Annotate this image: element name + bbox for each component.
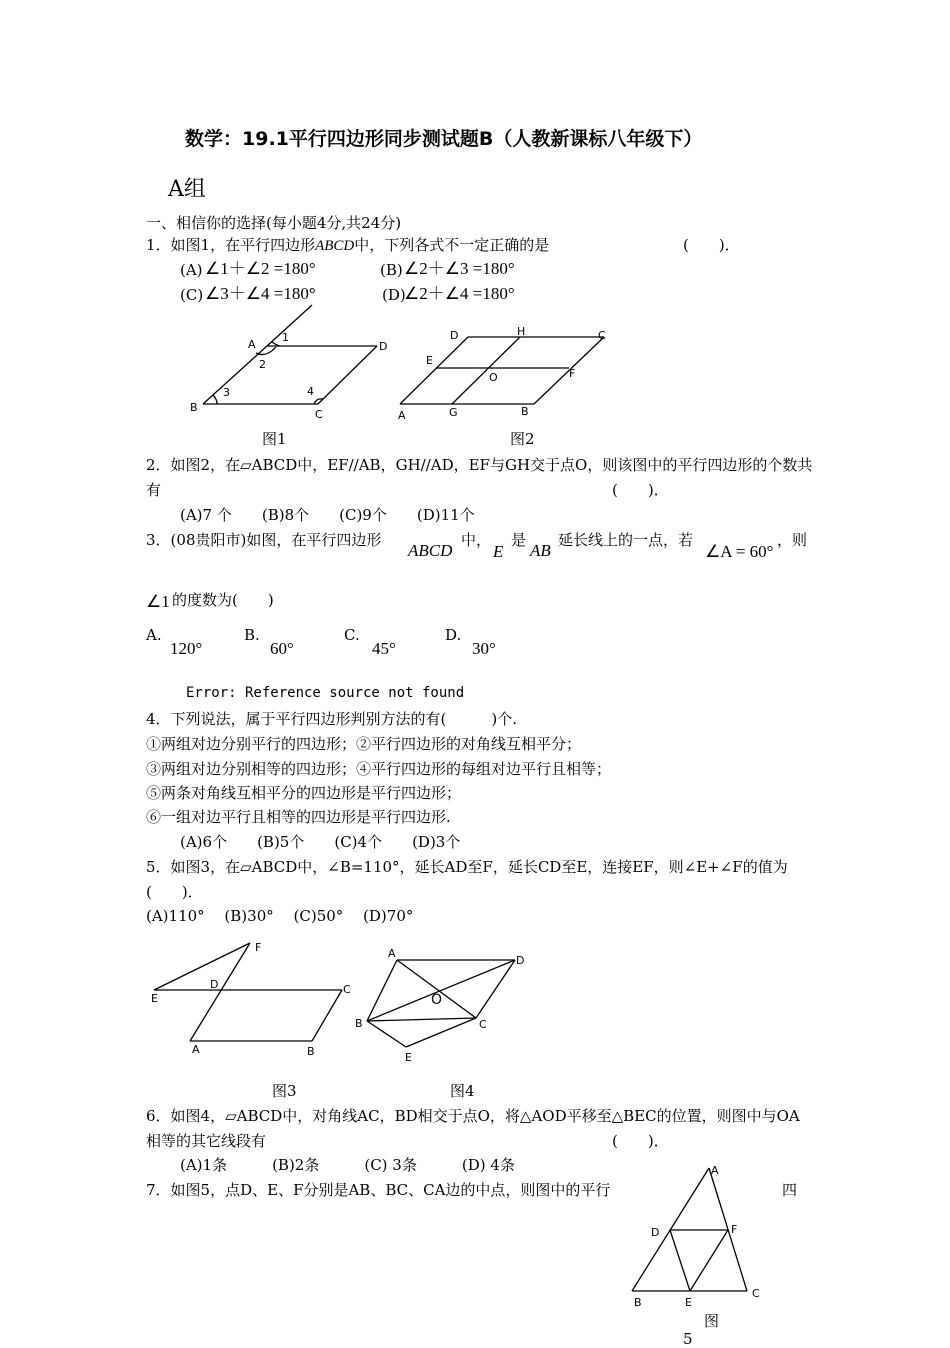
fig5-label-e: E bbox=[685, 1296, 692, 1309]
figure-2-caption: 图2 bbox=[510, 430, 535, 448]
section-heading: 一、相信你的选择(每小题4分,共24分) bbox=[146, 214, 402, 232]
fig4-side-bc bbox=[367, 1018, 476, 1021]
question-4-stem: 4．下列说法，属于平行四边形判别方法的有( )个. bbox=[146, 710, 518, 728]
question-2-line2: 有 bbox=[146, 481, 162, 499]
q6-answer-paren: ( )． bbox=[612, 1132, 669, 1150]
fig5-label-b: B bbox=[634, 1296, 642, 1309]
fig3-label-d: D bbox=[210, 978, 219, 991]
q1-option-a: ∠1＋∠2 =180° bbox=[205, 259, 316, 278]
figure-2 bbox=[390, 320, 620, 425]
q3-angle: ∠A = 60° bbox=[705, 542, 774, 561]
figure-5-caption-2: 5 bbox=[683, 1330, 693, 1348]
q3-angle-1: ∠1 bbox=[146, 592, 170, 611]
fig1-side-ba bbox=[203, 346, 267, 404]
q1-option-d: ∠2＋∠4 =180° bbox=[404, 284, 515, 303]
fig1-label-d: D bbox=[379, 340, 388, 353]
fig3-label-e: E bbox=[151, 992, 158, 1005]
q3-abcd: ABCD bbox=[408, 541, 453, 560]
q4-statement-2: ③两组对边分别相等的四边形；④平行四边形的每组对边平行且相等； bbox=[146, 760, 612, 778]
fig4-label-o: O bbox=[431, 992, 443, 1008]
question-3-line2: 的度数为( ) bbox=[172, 591, 274, 609]
q6-options: (A)1条 (B)2条 (C) 3条 (D) 4条 bbox=[180, 1156, 515, 1174]
question-5-line1: 5．如图3，在▱ABCD中，∠B=110°，延长AD至F，延长CD至E，连接EF，则∠E+∠F的值为 bbox=[146, 858, 788, 876]
fig4-label-b: B bbox=[355, 1017, 363, 1030]
q5-options: (A)110° (B)30° (C)50° (D)70° bbox=[146, 907, 414, 925]
question-2-line1: 2．如图2，在▱ABCD中，EF//AB，GH//AD，EF与GH交于点O，则该图中的平行四边形的个数共 bbox=[146, 456, 813, 474]
fig4-label-d: D bbox=[516, 954, 525, 967]
fig1-label-a: A bbox=[248, 338, 256, 351]
q4-statement-4: ⑥一组对边平行且相等的四边形是平行四边形. bbox=[146, 808, 451, 826]
fig1-label-3: 3 bbox=[223, 386, 230, 399]
question-1-stem bbox=[146, 236, 549, 255]
q3-option-c: 45° bbox=[372, 639, 396, 658]
fig4-line-be bbox=[367, 1021, 406, 1047]
fig3-side-bc bbox=[312, 990, 342, 1041]
fig2-label-d: D bbox=[450, 329, 459, 342]
fig3-label-c: C bbox=[343, 983, 351, 996]
q2-options: (A)7 个 (B)8个 (C)9个 (D)11个 bbox=[180, 506, 475, 524]
fig3-label-b: B bbox=[307, 1045, 315, 1058]
fig2-label-b: B bbox=[521, 405, 529, 418]
q1-answer-paren: ( )． bbox=[683, 236, 740, 254]
fig4-side-ab bbox=[367, 960, 397, 1021]
figure-4 bbox=[350, 945, 530, 1070]
fig5-line-de bbox=[670, 1230, 690, 1291]
fig2-side-ad bbox=[400, 337, 468, 404]
fig1-label-c: C bbox=[315, 408, 323, 421]
question-7-tail: 四 bbox=[782, 1181, 798, 1199]
error-message: Error: Reference source not found bbox=[186, 685, 465, 701]
fig2-label-a: A bbox=[398, 409, 406, 422]
fig4-diagonal-ac bbox=[397, 960, 476, 1018]
fig4-label-a: A bbox=[388, 947, 396, 960]
figure-5-caption-1: 图 bbox=[704, 1312, 720, 1330]
q1-abcd: ABCD bbox=[315, 238, 355, 254]
q1-option-c-label: (C) bbox=[180, 286, 204, 304]
fig3-label-a: A bbox=[192, 1043, 200, 1056]
page-title: 数学：19.1平行四边形同步测试题B（人教新课标八年级下） bbox=[185, 128, 703, 150]
question-3-part1: 3．(08贵阳市)如图，在平行四边形 bbox=[146, 531, 382, 549]
fig2-label-c: C bbox=[598, 329, 606, 342]
fig2-label-e: E bbox=[426, 354, 433, 367]
question-3-part3: 是 bbox=[511, 531, 527, 549]
fig4-label-e: E bbox=[405, 1051, 412, 1064]
question-6-line1: 6．如图4，▱ABCD中，对角线AC，BD相交于点O，将△AOD平移至△BEC的位置，则图中与OA bbox=[146, 1107, 800, 1125]
q3-option-d: 30° bbox=[472, 639, 496, 658]
fig1-label-b: B bbox=[190, 401, 198, 414]
question-3-part2: 中， bbox=[461, 531, 492, 549]
q1-option-b-label: (B) bbox=[380, 261, 403, 279]
fig3-label-f: F bbox=[255, 941, 262, 954]
q1-text: 1．如图1，在平行四边形 bbox=[146, 236, 316, 254]
q2-answer-paren: ( )． bbox=[612, 481, 669, 499]
question-6-line2: 相等的其它线段有 bbox=[146, 1132, 267, 1150]
fig2-label-o: O bbox=[489, 371, 498, 384]
fig1-arc-3 bbox=[213, 395, 217, 404]
fig4-diagonal-bd bbox=[367, 960, 515, 1021]
q3-option-c-label: C. bbox=[344, 626, 360, 644]
q3-option-a: 120° bbox=[170, 639, 203, 658]
fig5-label-d: D bbox=[651, 1226, 660, 1239]
q3-option-d-label: D. bbox=[445, 626, 462, 644]
q4-statement-3: ⑤两条对角线互相平分的四边形是平行四边形； bbox=[146, 784, 462, 802]
fig1-label-1: 1 bbox=[282, 331, 289, 344]
fig4-line-ec bbox=[406, 1018, 476, 1047]
figure-1-caption: 图1 bbox=[262, 430, 287, 448]
q1-option-d-label: (D) bbox=[382, 286, 406, 304]
q1-text2: 中，下列各式不一定正确的是 bbox=[354, 236, 550, 254]
fig2-label-f: F bbox=[569, 367, 576, 380]
q4-options: (A)6个 (B)5个 (C)4个 (D)3个 bbox=[180, 833, 461, 851]
fig1-label-4: 4 bbox=[307, 385, 314, 398]
q1-option-c: ∠3＋∠4 =180° bbox=[205, 284, 316, 303]
q3-ab: AB bbox=[530, 541, 551, 560]
q3-e: E bbox=[493, 542, 504, 561]
fig4-label-c: C bbox=[479, 1018, 487, 1031]
figure-4-caption: 图4 bbox=[450, 1082, 475, 1100]
fig1-side-cd bbox=[318, 346, 377, 404]
q1-option-a-label: (A) bbox=[180, 261, 203, 279]
fig5-label-c: C bbox=[752, 1287, 760, 1300]
fig5-label-f: F bbox=[731, 1223, 738, 1236]
figure-5 bbox=[625, 1160, 765, 1310]
fig2-label-g: G bbox=[449, 406, 458, 419]
question-3-part5: ，则 bbox=[777, 531, 808, 549]
fig5-line-fe bbox=[690, 1230, 728, 1291]
figure-3-caption: 图3 bbox=[272, 1082, 297, 1100]
group-heading: A组 bbox=[168, 177, 206, 202]
fig5-label-a: A bbox=[711, 1164, 719, 1177]
q3-option-b: 60° bbox=[270, 639, 294, 658]
fig1-label-2: 2 bbox=[259, 358, 266, 371]
fig2-label-h: H bbox=[517, 325, 526, 338]
fig2-line-gh bbox=[452, 337, 520, 404]
question-5-line2: ( )． bbox=[146, 883, 203, 901]
question-7-line1: 7．如图5，点D、E、F分别是AB、BC、CA边的中点，则图中的平行 bbox=[146, 1181, 611, 1199]
figure-3 bbox=[145, 935, 360, 1065]
q3-option-b-label: B. bbox=[244, 626, 260, 644]
q4-statement-1: ①两组对边分别平行的四边形；②平行四边形的对角线互相平分； bbox=[146, 735, 582, 753]
q3-option-a-label: A. bbox=[146, 626, 162, 644]
figure-1 bbox=[180, 300, 400, 430]
fig1-extension bbox=[267, 305, 312, 346]
q1-option-b: ∠2＋∠3 =180° bbox=[404, 259, 515, 278]
question-3-part4: 延长线上的一点，若 bbox=[558, 531, 694, 549]
